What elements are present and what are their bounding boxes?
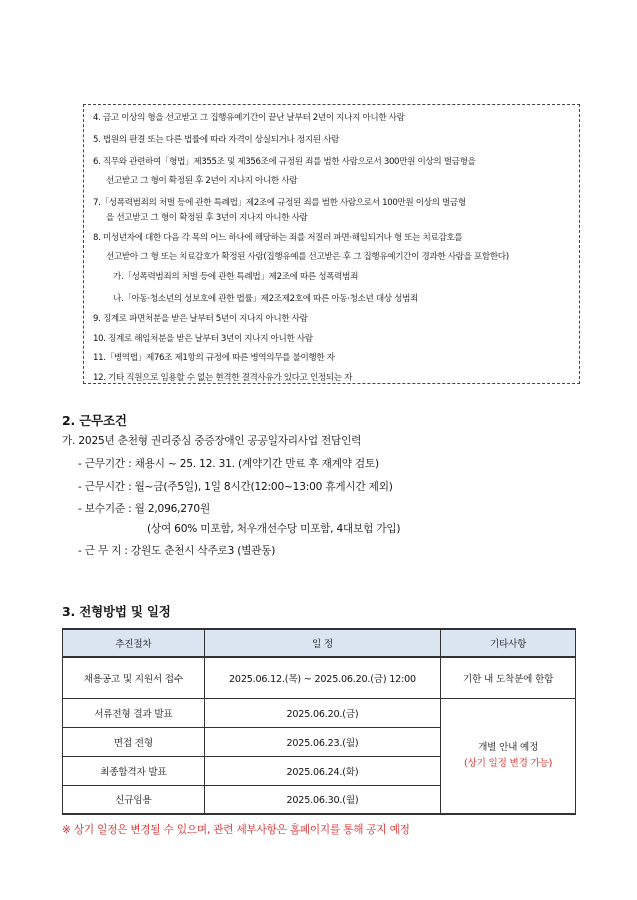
work-location: - 근 무 지 : 강원도 춘천시 삭주로3 (별관동) [78,545,276,557]
disq-item-5: 5. 법원의 판결 또는 다른 법률에 따라 자격이 상실되거나 정지된 사람 [93,135,340,145]
work-hours: - 근무시간 : 월~금(주5일), 1일 8시간(12:00~13:00 휴게시간 제외) [78,481,393,493]
date-cell: 2025.06.24.(화) [204,756,441,785]
disq-item-9: 9. 징계로 파면처분을 받은 날부터 5년이 지나지 아니한 사람 [93,314,308,324]
schedule-footnote: ※ 상기 일정은 변경될 수 있으며, 관련 세부사항은 홈페이지를 통해 공지 예정 [62,824,410,836]
disq-item-8: 8. 미성년자에 대한 다음 각 목의 어느 하나에 해당하는 죄를 저질러 파면·해임되거나 형 또는 치료감호를 [93,233,463,243]
table-row [63,657,576,698]
date-cell: 2025.06.20.(금) [204,698,441,727]
salary-detail: (상여 60% 미포함, 처우개선수당 미포함, 4대보험 가입) [147,523,401,535]
step-cell: 신규임용 [63,785,205,814]
schedule-table [62,628,576,815]
salary: - 보수기준 : 월 2,096,270원 [78,503,210,515]
section2-title: 2. 근무조건 [62,413,127,428]
header-date: 일 정 [204,629,441,657]
step-cell: 최종합격자 발표 [63,756,205,785]
disq-item-8-cont: 선고받아 그 형 또는 치료감호가 확정된 사람(집행유예를 선고받은 후 그 집행유예기간이 경과한 사람을 포함한다) [106,252,509,262]
step-cell: 서류전형 결과 발표 [63,698,205,727]
table-row [63,698,576,727]
header-note: 기타사항 [441,629,576,657]
work-period: - 근무기간 : 채용시 ~ 25. 12. 31. (계약기간 만료 후 재계약 검토) [78,458,379,470]
merged-note-red: (상기 일정 변경 가능) [464,757,553,769]
disq-item-8-b: 나.「아동·청소년의 성보호에 관한 법률」제2조제2호에 따른 아동·청소년 대상 성범죄 [113,294,418,304]
disq-item-4: 4. 금고 이상의 형을 선고받고 그 집행유예기간이 끝난 날부터 2년이 지나지 아니한 사람 [93,113,405,123]
disq-item-7-cont: 을 선고받고 그 형이 확정된 후 3년이 지나지 아니한 사람 [106,213,308,223]
schedule-header-row [63,629,576,657]
merged-note: 개별 안내 예정 [478,741,539,753]
note-cell: 기한 내 도착분에 한함 [441,657,576,698]
disq-item-10: 10. 징계로 해임처분을 받은 날부터 3년이 지나지 아니한 사람 [93,334,313,344]
merged-note-cell [441,698,576,814]
disqualification-box [83,104,580,384]
section3-title: 3. 전형방법 및 일정 [62,604,171,619]
disq-item-6-cont: 선고받고 그 형이 확정된 후 2년이 지나지 아니한 사람 [106,176,298,186]
disq-item-8-a: 가.「성폭력범죄의 처벌 등에 관한 특례법」제2조에 따른 성폭력범죄 [113,272,359,282]
step-cell: 면접 전형 [63,727,205,756]
date-cell: 2025.06.23.(월) [204,727,441,756]
step-cell: 채용공고 및 지원서 접수 [63,657,205,698]
date-cell: 2025.06.30.(월) [204,785,441,814]
disq-item-6: 6. 직무와 관련하여「형법」제355조 및 제356조에 규정된 죄를 범한 사람으로서 300만원 이상의 벌금형을 [93,157,476,167]
header-step: 추진절차 [63,629,205,657]
disq-item-12: 12. 기타 직원으로 임용할 수 없는 현격한 결격사유가 있다고 인정되는 자 [93,373,353,383]
disq-item-7: 7.「성폭력범죄의 처벌 등에 관한 특례법」제2조에 규정된 죄를 범한 사람으로서 100만원 이상의 벌금형 [93,198,466,208]
section2-subtitle: 가. 2025년 춘천형 권리중심 중증장애인 공공일자리사업 전담인력 [62,435,362,447]
date-cell: 2025.06.12.(목) ~ 2025.06.20.(금) 12:00 [204,657,441,698]
disq-item-11: 11.「병역법」제76조 제1항의 규정에 따른 병역의무를 불이행한 자 [93,353,335,363]
